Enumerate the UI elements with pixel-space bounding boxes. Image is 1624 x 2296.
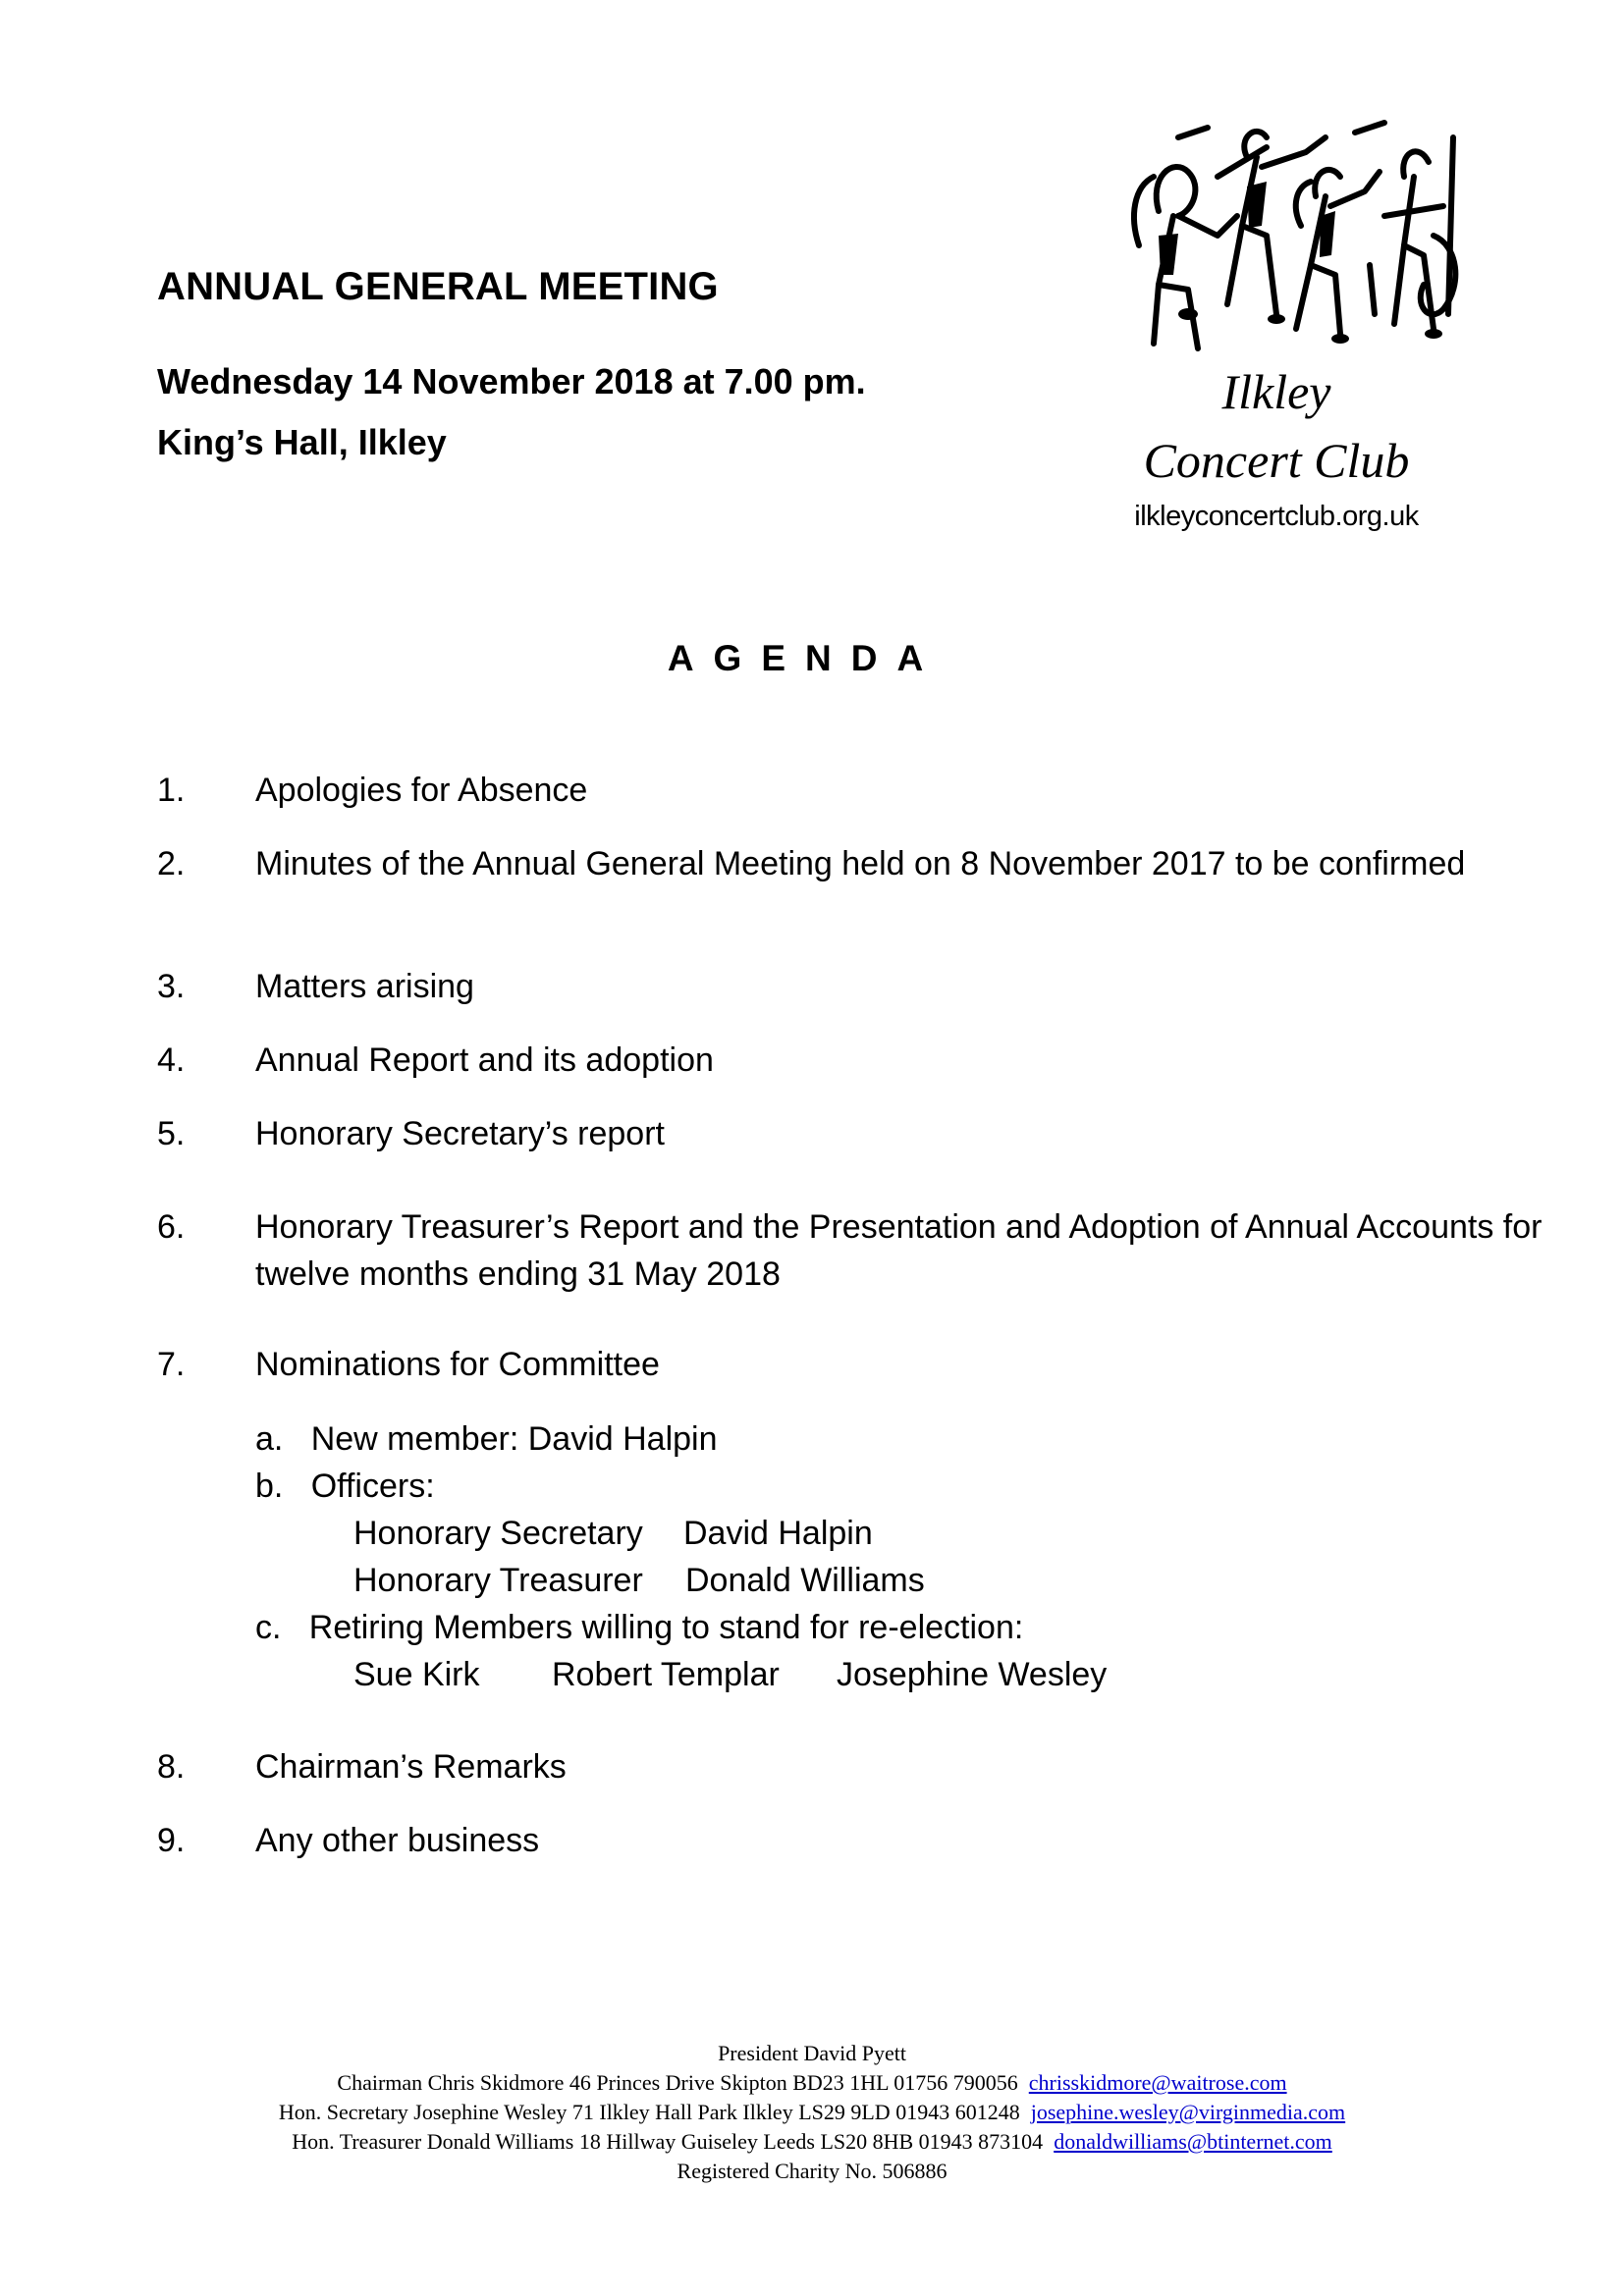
agenda-item-number: 6. bbox=[157, 1208, 186, 1246]
treasurer-email-link[interactable]: donaldwilliams@btinternet.com bbox=[1054, 2129, 1332, 2154]
agenda-item-number: 9. bbox=[157, 1822, 186, 1859]
footer-secretary-text: Hon. Secretary Josephine Wesley 71 Ilkley Hall Park Ilkley LS29 9LD 01943 601248 bbox=[278, 2100, 1020, 2124]
retiring-member: Josephine Wesley bbox=[837, 1656, 1108, 1693]
nomination-new-member: a. New member: David Halpin bbox=[255, 1420, 718, 1458]
agenda-item-text: Matters arising bbox=[255, 968, 474, 1005]
footer-president: President David Pyett bbox=[718, 2041, 906, 2065]
agenda-item-number: 3. bbox=[157, 968, 186, 1005]
musicians-silhouette-icon bbox=[1119, 118, 1473, 363]
agenda-item-text: Minutes of the Annual General Meeting held on 8 November 2017 to be confirmed bbox=[255, 845, 1466, 882]
agenda-item-number: 2. bbox=[157, 845, 186, 882]
footer-charity: Registered Charity No. 506886 bbox=[677, 2159, 947, 2183]
footer-treasurer-text: Hon. Treasurer Donald Williams 18 Hillway Guiseley Leeds LS20 8HB 01943 873104 bbox=[292, 2129, 1044, 2154]
agenda-item-text: Annual Report and its adoption bbox=[255, 1041, 714, 1079]
agenda-heading: AGENDA bbox=[667, 638, 944, 678]
officer-name: Donald Williams bbox=[685, 1562, 925, 1599]
retiring-member: Sue Kirk bbox=[353, 1656, 480, 1693]
club-logo bbox=[1119, 118, 1473, 540]
footer-chairman bbox=[0, 2068, 1624, 2098]
footer-secretary bbox=[0, 2098, 1624, 2127]
officer-role: Honorary Treasurer bbox=[353, 1562, 643, 1599]
agenda-item-text: Honorary Secretary’s report bbox=[255, 1115, 665, 1152]
agenda-item-text: Chairman’s Remarks bbox=[255, 1748, 567, 1786]
agenda-item-number: 5. bbox=[157, 1115, 186, 1152]
secretary-email-link[interactable]: josephine.wesley@virginmedia.com bbox=[1030, 2100, 1346, 2124]
meeting-venue: King’s Hall, Ilkley bbox=[157, 422, 447, 462]
footer bbox=[0, 2039, 1624, 2186]
agenda-item-text: Nominations for Committee bbox=[255, 1346, 660, 1383]
logo-name-line2: Concert Club bbox=[1143, 433, 1410, 488]
agenda-item-number: 7. bbox=[157, 1346, 186, 1383]
agenda-item-number: 4. bbox=[157, 1041, 186, 1079]
agenda-item-text: Honorary Treasurer’s Report and the Presentation and Adoption of Annual Accounts for twelve months ending 31 May 2018 bbox=[255, 1208, 1543, 1293]
nomination-officers: b. Officers: bbox=[255, 1468, 435, 1505]
agenda-item-text: Apologies for Absence bbox=[255, 772, 588, 809]
agenda-item-number: 8. bbox=[157, 1748, 186, 1786]
agenda-item-text: Any other business bbox=[255, 1822, 540, 1859]
logo-name-line1: Ilkley bbox=[1221, 364, 1331, 419]
retiring-member: Robert Templar bbox=[552, 1656, 780, 1693]
page-title: ANNUAL GENERAL MEETING bbox=[157, 265, 719, 308]
nomination-retiring: c. Retiring Members willing to stand for re-election: bbox=[255, 1609, 1024, 1646]
meeting-date: Wednesday 14 November 2018 at 7.00 pm. bbox=[157, 361, 866, 401]
footer-treasurer bbox=[0, 2127, 1624, 2157]
logo-url[interactable]: ilkleyconcertclub.org.uk bbox=[1134, 501, 1419, 532]
footer-chairman-text: Chairman Chris Skidmore 46 Princes Drive Skipton BD23 1HL 01756 790056 bbox=[337, 2070, 1018, 2095]
agenda-item-number: 1. bbox=[157, 772, 186, 809]
officer-role: Honorary Secretary bbox=[353, 1515, 643, 1552]
chairman-email-link[interactable]: chrisskidmore@waitrose.com bbox=[1028, 2070, 1287, 2095]
officer-name: David Halpin bbox=[683, 1515, 873, 1552]
